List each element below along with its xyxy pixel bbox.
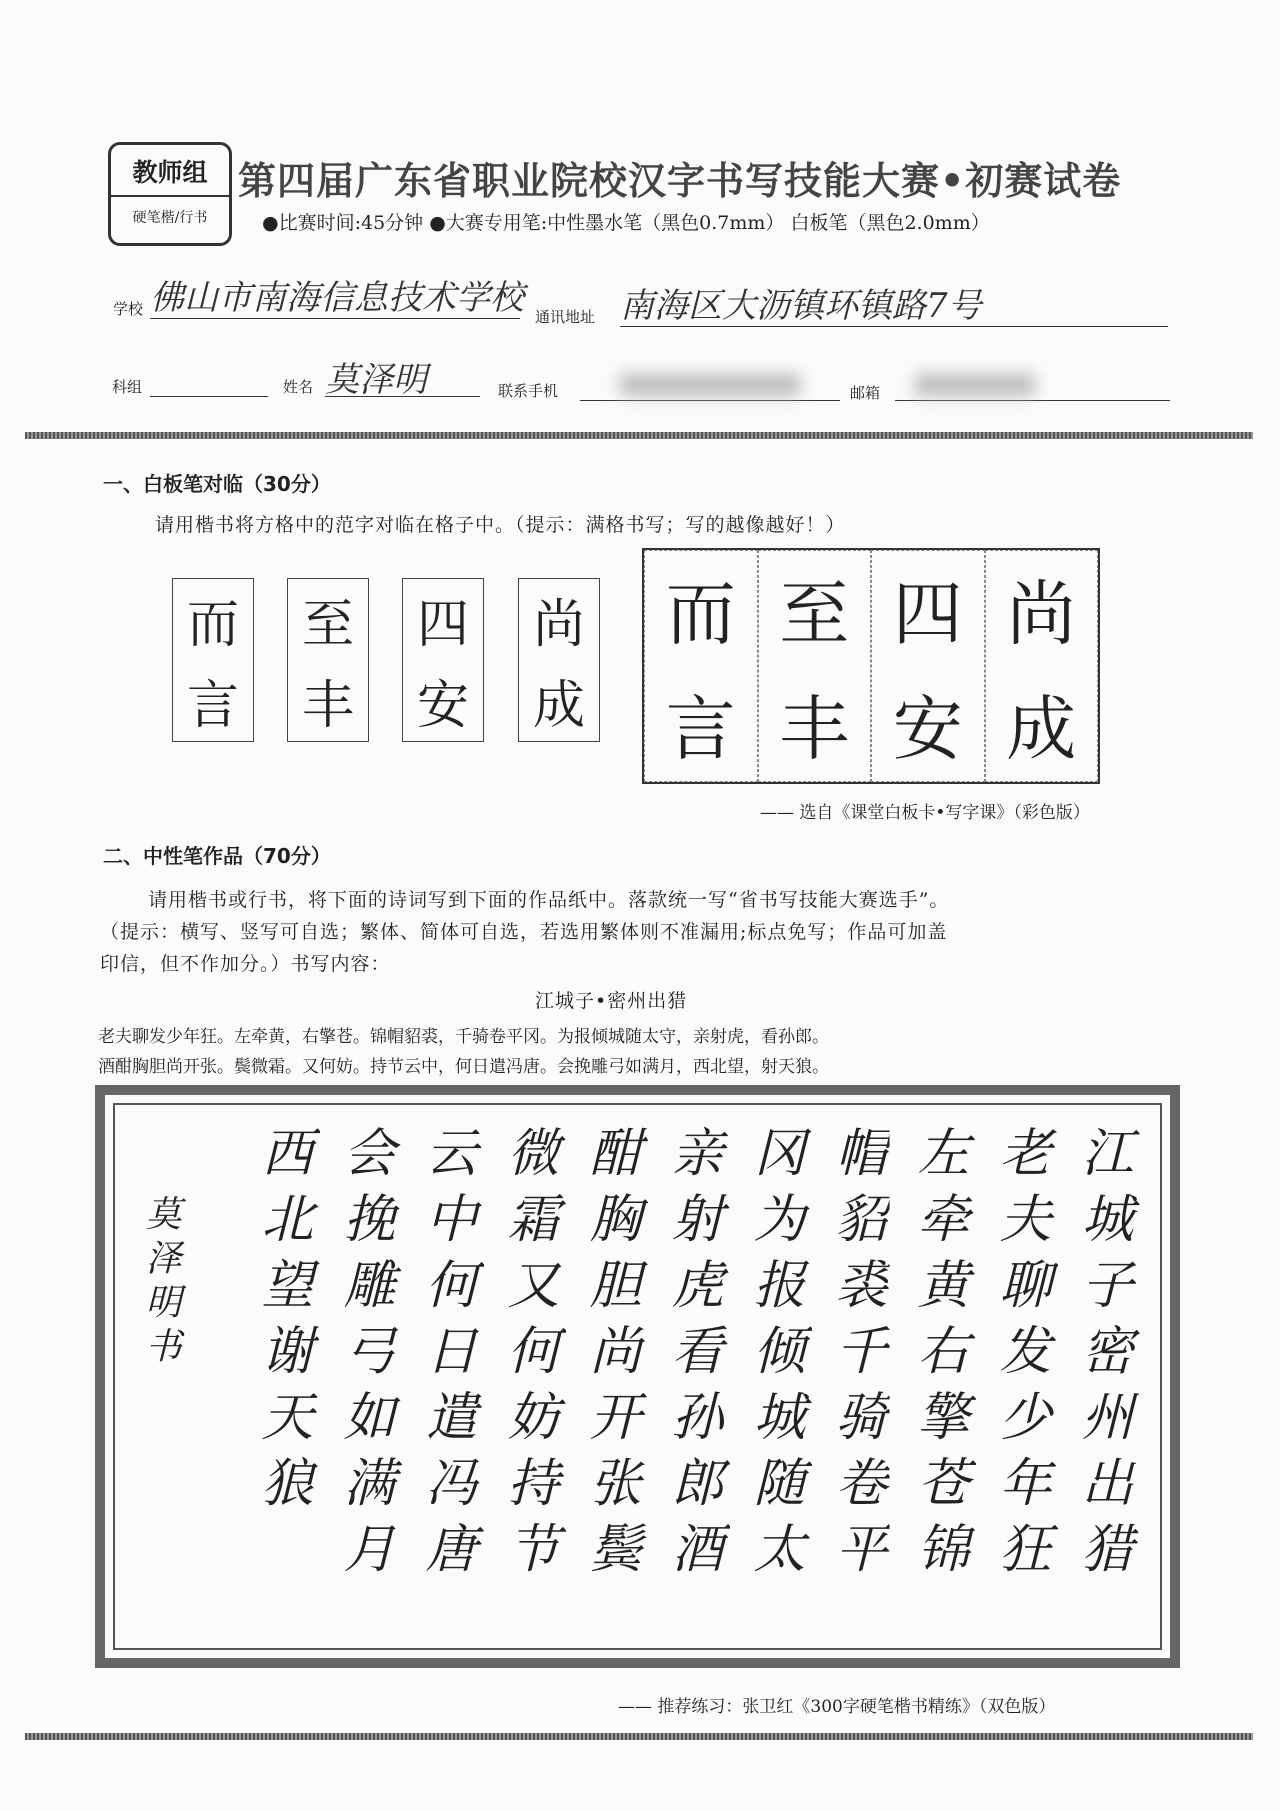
- work-column: 冈为报倾城随太: [744, 1125, 804, 1587]
- section1-instruction: 请用楷书将方格中的范字对临在格子中。（提示：满格书写；写的越像越好！）: [155, 514, 846, 536]
- badge-top: 教师组: [111, 153, 229, 197]
- divider: [25, 432, 1253, 439]
- subtitle: ●比赛时间:45分钟 ●大赛专用笔:中性墨水笔（黑色0.7mm） 白板笔（黑色2.0mm）: [262, 212, 990, 234]
- handwritten-columns: [250, 1125, 1140, 1587]
- school-label: 学校: [113, 300, 144, 318]
- practice-cell[interactable]: 尚 成: [985, 550, 1099, 782]
- email-field[interactable]: [895, 372, 1170, 401]
- section2-credit: —— 推荐练习：张卫红《300字硬笔楷书精练》（双色版）: [618, 1697, 1056, 1717]
- work-column: 酣胸胆尚开张鬓: [580, 1125, 640, 1587]
- section1-heading: 一、白板笔对临（30分）: [103, 472, 331, 496]
- poem-title: 江城子•密州出猎: [535, 990, 688, 1012]
- sample-cell: 而 言: [172, 578, 254, 742]
- category-badge: [108, 142, 232, 246]
- work-paper[interactable]: [95, 1085, 1180, 1668]
- practice-cell[interactable]: 至 丰: [758, 550, 872, 782]
- sample-cell: 尚 成: [518, 578, 600, 742]
- bottom-divider: [25, 1733, 1253, 1740]
- school-field[interactable]: 佛山市南海信息技术学校: [150, 270, 520, 319]
- phone-label: 联系手机: [498, 382, 559, 400]
- work-column: 云中何日遣冯唐: [416, 1125, 476, 1587]
- work-column: 会挽雕弓如满月: [334, 1125, 394, 1587]
- work-column: 左牵黄右擎苍锦: [908, 1125, 968, 1587]
- name-field[interactable]: 莫泽明: [325, 352, 480, 397]
- work-column: 亲射虎看孙郎酒: [662, 1125, 722, 1587]
- group-label: 科组: [112, 378, 143, 396]
- group-field[interactable]: [150, 372, 268, 397]
- address-field[interactable]: 南海区大沥镇环镇路7号: [620, 278, 1168, 327]
- sample-cell: 至 丰: [287, 578, 369, 742]
- sample-cell: 四 安: [402, 578, 484, 742]
- work-column: 江城子密州出猎: [1072, 1125, 1132, 1587]
- badge-bottom: 硬笔楷/行书: [132, 210, 208, 226]
- signature: 莫泽明书: [140, 1195, 181, 1371]
- page-title: 第四届广东省职业院校汉字书写技能大赛•初赛试卷: [238, 159, 1122, 203]
- phone-field[interactable]: [580, 372, 840, 401]
- section2-heading: 二、中性笔作品（70分）: [103, 844, 331, 868]
- work-column: 微霜又何妨持节: [498, 1125, 558, 1587]
- practice-grid[interactable]: [642, 548, 1100, 784]
- email-label: 邮箱: [850, 384, 881, 402]
- poem-line: 酒酣胸胆尚开张。鬓微霜。又何妨。持节云中，何日遣冯唐。会挽雕弓如满月，西北望，射天狼。: [98, 1057, 829, 1077]
- practice-cell[interactable]: 四 安: [871, 550, 985, 782]
- work-column: 帽貂裘千骑卷平: [826, 1125, 886, 1587]
- name-label: 姓名: [283, 378, 314, 396]
- practice-cell[interactable]: 而 言: [644, 550, 758, 782]
- section2-para: （提示：横写、竖写可自选；繁体、简体可自选，若选用繁体则不准漏用;标点免写；作品可加盖: [100, 921, 948, 943]
- section1-credit: —— 选自《课堂白板卡•写字课》（彩色版）: [760, 803, 1090, 823]
- section2-para: 请用楷书或行书，将下面的诗词写到下面的作品纸中。落款统一写“省书写技能大赛选手”。: [148, 889, 950, 911]
- poem-line: 老夫聊发少年狂。左牵黄，右擎苍。锦帽貂裘，千骑卷平冈。为报倾城随太守，亲射虎，看孙郎。: [98, 1027, 829, 1047]
- work-column: 老夫聊发少年狂: [990, 1125, 1050, 1587]
- section2-para: 印信，但不作加分。）书写内容：: [100, 953, 391, 975]
- work-column: 西北望谢天狼: [252, 1125, 312, 1521]
- address-label: 通讯地址: [535, 308, 596, 326]
